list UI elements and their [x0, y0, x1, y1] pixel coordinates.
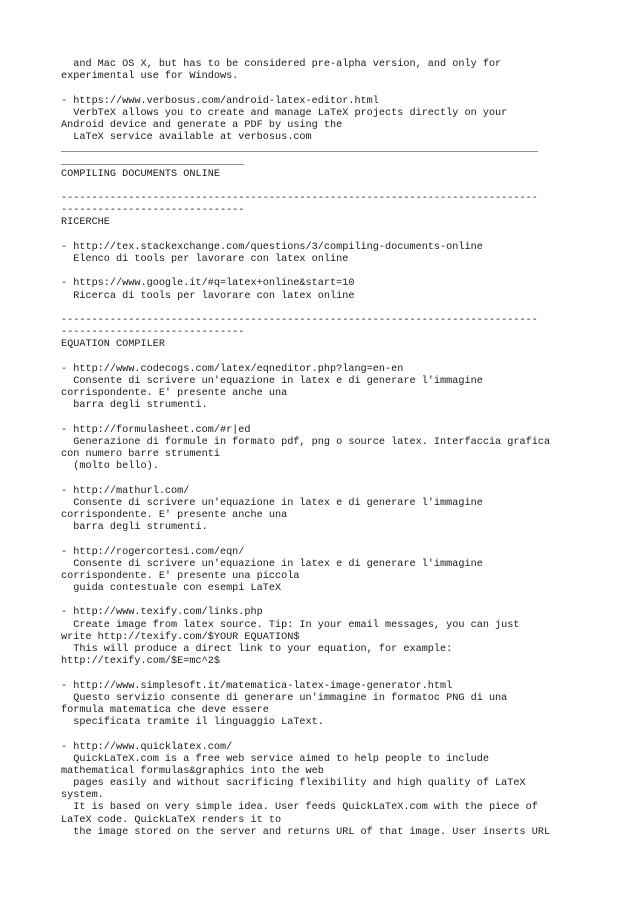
blank-line	[61, 729, 581, 741]
document-line: experimental use for Windows.	[61, 71, 239, 83]
document-line: the image stored on the server and returns URL of that image. User inserts URL	[61, 826, 551, 838]
document-line: Consente di scrivere un'equazione in latex e di generare l'immagine	[61, 375, 483, 387]
blank-line	[61, 83, 581, 95]
document-line: Create image from latex source. Tip: In your email messages, you can just	[61, 619, 520, 631]
document-line: Ricerca di tools per lavorare con latex online	[61, 290, 355, 302]
document-line: mathematical formulas&graphics into the web	[61, 765, 324, 777]
document-line: Android device and generate a PDF by using the	[61, 119, 343, 131]
document-line: QuickLaTeX.com is a free web service aimed to help people to include	[61, 753, 489, 765]
document-line: formula matematica che deve essere	[61, 704, 269, 716]
document-line: barra degli strumenti.	[61, 522, 208, 534]
blank-line	[61, 412, 581, 424]
document-line: ------------------------------------------------------------------------------	[61, 193, 538, 205]
document-line: VerbTeX allows you to create and manage LaTeX projects directly on your	[61, 107, 508, 119]
blank-line	[61, 230, 581, 242]
document-line: specificata tramite il linguaggio LaText.	[61, 717, 324, 729]
document-line: - http://rogercortesi.com/eqn/	[61, 546, 245, 558]
document-line: write http://texify.com/$YOUR EQUATION$	[61, 631, 300, 643]
document-line: barra degli strumenti.	[61, 400, 208, 412]
document-line: - https://www.verbosus.com/android-latex-editor.html	[61, 95, 379, 107]
document-body	[61, 59, 581, 839]
document-line: Consente di scrivere un'equazione in latex e di generare l'immagine	[61, 497, 483, 509]
document-line: - http://www.texify.com/links.php	[61, 607, 263, 619]
document-line: It is based on very simple idea. User feeds QuickLaTeX.com with the piece of	[61, 802, 538, 814]
document-line: Generazione di formule in formato pdf, png o source latex. Interfaccia grafica	[61, 436, 551, 448]
document-line: corrispondente. E' presente anche una	[61, 509, 288, 521]
blank-line	[61, 668, 581, 680]
document-line: ______________________________	[61, 156, 245, 168]
document-line: - http://tex.stackexchange.com/questions/3/compiling-documents-online	[61, 241, 483, 253]
document-line: ______________________________________________________________________________	[61, 144, 538, 156]
document-line: - https://www.google.it/#q=latex+online&start=10	[61, 278, 355, 290]
document-line: - http://www.quicklatex.com/	[61, 741, 233, 753]
document-line: con numero barre strumenti	[61, 449, 220, 460]
blank-line	[61, 181, 581, 193]
document-line: guida contestuale con esempi LaTeX	[61, 583, 282, 595]
blank-line	[61, 473, 581, 485]
document-line: corrispondente. E' presente una piccola	[61, 570, 300, 582]
document-line: EQUATION COMPILER	[61, 339, 165, 351]
document-line: - http://www.simplesoft.it/matematica-latex-image-generator.html	[61, 680, 453, 692]
document-line: Consente di scrivere un'equazione in latex e di generare l'immagine	[61, 558, 483, 570]
blank-line	[61, 266, 581, 278]
document-line: Elenco di tools per lavorare con latex online	[61, 254, 349, 265]
document-line: ------------------------------	[61, 327, 245, 339]
document-line: (molto bello).	[61, 461, 159, 473]
document-line: RICERCHE	[61, 217, 110, 229]
document-line: COMPILING DOCUMENTS ONLINE	[61, 168, 220, 180]
document-line: ------------------------------	[61, 205, 245, 217]
document-line: Questo servizio consente di generare un'immagine in formatoc PNG di una	[61, 692, 508, 704]
blank-line	[61, 352, 581, 364]
blank-line	[61, 595, 581, 607]
blank-line	[61, 303, 581, 315]
document-line: LaTeX code. QuickLaTeX renders it to	[61, 814, 282, 826]
blank-line	[61, 534, 581, 546]
document-line: pages easily and without sacrificing flexibility and high quality of LaTeX	[61, 778, 526, 790]
document-line: This will produce a direct link to your equation, for example:	[61, 644, 453, 655]
document-line: corrispondente. E' presente anche una	[61, 388, 288, 400]
document-line: - http://www.codecogs.com/latex/eqneditor.php?lang=en-en	[61, 363, 404, 375]
document-line: and Mac OS X, but has to be considered pre-alpha version, and only for	[61, 59, 502, 70]
document-line: ------------------------------------------------------------------------------	[61, 314, 538, 326]
document-line: - http://formulasheet.com/#r|ed	[61, 424, 251, 436]
document-line: system.	[61, 790, 104, 802]
document-line: - http://mathurl.com/	[61, 485, 190, 497]
document-line: LaTeX service available at verbosus.com	[61, 132, 312, 144]
document-line: http://texify.com/$E=mc^2$	[61, 656, 220, 668]
